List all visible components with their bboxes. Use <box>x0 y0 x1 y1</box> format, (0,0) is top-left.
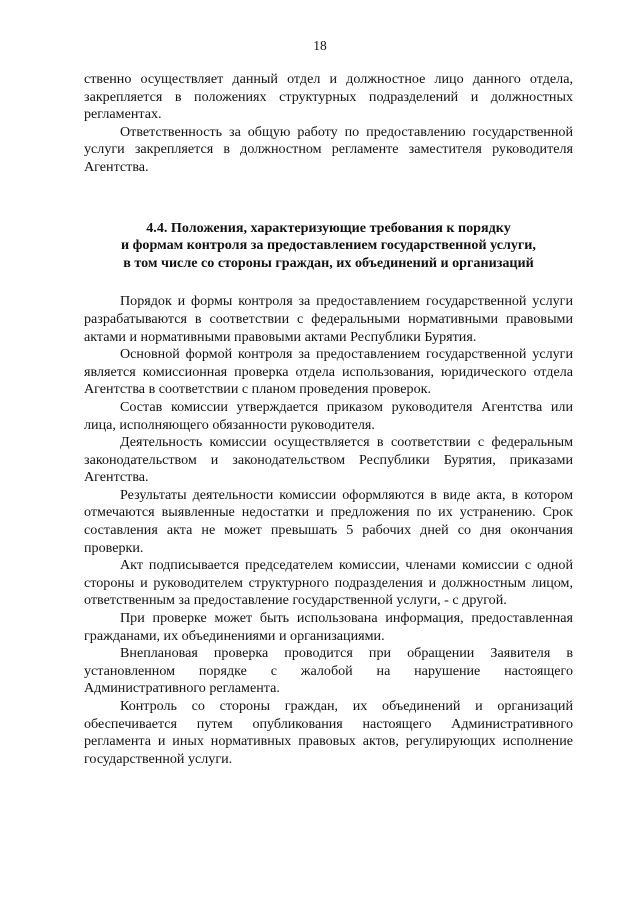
section-heading <box>84 220 573 273</box>
page-content <box>84 71 573 768</box>
section-paragraph: Внеплановая проверка проводится при обращении Заявителя в установленном порядке с жалобой на нарушение настоящего Административного регламента. <box>84 645 573 697</box>
section-paragraph: Деятельность комиссии осуществляется в соответствии с федеральным законодательством и законодательством Республики Бурятия, приказами Агентства. <box>84 434 573 486</box>
section-paragraph: Состав комиссии утверждается приказом руководителя Агентства или лица, исполняющего обязанности руководителя. <box>84 398 573 433</box>
responsibility-paragraph: Ответственность за общую работу по предоставлению государственной услуги закрепляется в должностном регламенте заместителя руководителя Агентства. <box>84 123 573 175</box>
page-number: 18 <box>313 38 327 53</box>
continuation-paragraph: ственно осуществляет данный отдел и должностное лицо данного отдела, закрепляется в положениях структурных подразделений и должностных регламентах. <box>84 71 573 123</box>
section-heading-line: в том числе со стороны граждан, их объединений и организаций <box>123 254 534 271</box>
section-heading-line: и формам контроля за предоставлением государственной услуги, <box>121 237 536 254</box>
section-paragraph: Основной формой контроля за предоставлением государственной услуги является комиссионная проверка отдела использования, юридического отдела Агентства в соответствии с планом проведения проверок. <box>84 346 573 398</box>
section-paragraph: Результаты деятельности комиссии оформляются в виде акта, в котором отмечаются выявленные недостатки и предложения по их устранению. Срок составления акта не может превышать 5 рабочих дней со дня окончания проверки. <box>84 486 573 556</box>
section-paragraph: Порядок и формы контроля за предоставлением государственной услуги разрабатываются в соответствии с федеральными нормативными правовыми актами и нормативными правовыми актами Республики Бурятия. <box>84 293 573 345</box>
section-paragraph: Контроль со стороны граждан, их объединений и организаций обеспечивается путем опубликования настоящего Административного регламента и иных нормативных правовых актов, регулирующих исполнение государственной услуги. <box>84 698 573 767</box>
section-paragraph: При проверке может быть использована информация, предоставленная гражданами, их объединениями и организациями. <box>84 610 573 644</box>
section-heading-line: 4.4. Положения, характеризующие требования к порядку <box>146 219 511 236</box>
section-paragraph: Акт подписывается председателем комиссии, членами комиссии с одной стороны и руководителем структурного подразделения и должностным лицом, ответственным за предоставление государственной услуги, - с другой. <box>84 557 573 609</box>
